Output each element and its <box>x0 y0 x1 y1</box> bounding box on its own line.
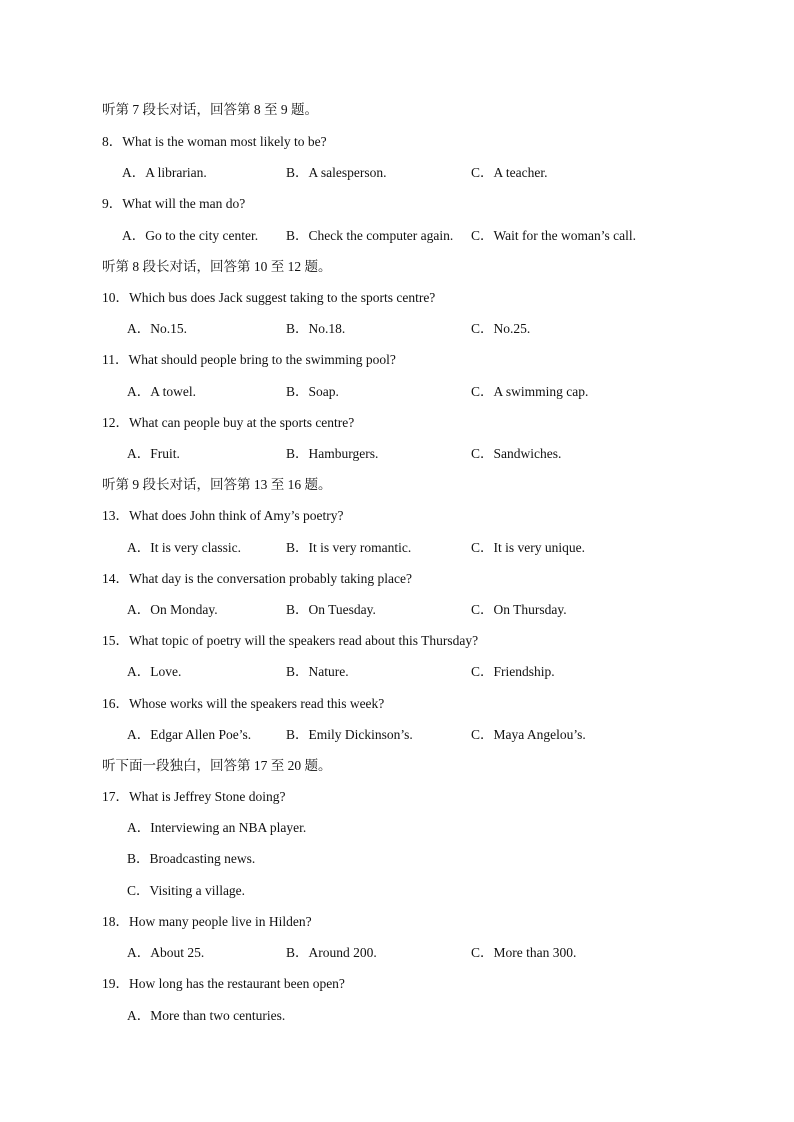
options-row <box>0 444 794 464</box>
question-16-stem: 16．Whose works will the speakers read this week? <box>102 696 385 711</box>
option-a: A．Love. <box>127 664 182 679</box>
option-a: A．On Monday. <box>127 602 218 617</box>
question-stem <box>0 912 794 932</box>
options-row <box>0 943 794 963</box>
option-c: C．Visiting a village. <box>127 883 246 898</box>
option-b: B．A salesperson. <box>286 165 387 180</box>
question-stem <box>0 350 794 370</box>
question-11-stem: 11．What should people bring to the swimming pool? <box>102 352 396 367</box>
options-row <box>0 600 794 620</box>
question-stem <box>0 694 794 714</box>
option-c: C．Friendship. <box>471 664 555 679</box>
option-b: B．It is very romantic. <box>286 540 412 555</box>
question-10-stem: 10．Which bus does Jack suggest taking to the sports centre? <box>102 290 436 305</box>
question-stem <box>0 631 794 651</box>
option-b: B．No.18. <box>286 321 346 336</box>
option-b: B．Around 200. <box>286 945 377 960</box>
option-a: A．A towel. <box>127 384 196 399</box>
option-line <box>0 849 794 869</box>
options-row <box>0 382 794 402</box>
option-a: A．A librarian. <box>122 165 207 180</box>
question-8-stem: 8．What is the woman most likely to be? <box>102 134 327 149</box>
question-stem <box>0 413 794 433</box>
option-c: C．Maya Angelou’s. <box>471 727 586 742</box>
question-stem <box>0 787 794 807</box>
section-heading-text: 听第 7 段长对话，回答第 8 至 9 题。 <box>102 102 318 117</box>
option-c: C．Wait for the woman’s call. <box>471 228 636 243</box>
question-19-stem: 19．How long has the restaurant been open? <box>102 976 345 991</box>
option-b: B．Hamburgers. <box>286 446 379 461</box>
option-c: C．No.25. <box>471 321 531 336</box>
options-row <box>0 662 794 682</box>
question-stem <box>0 974 794 994</box>
section-heading <box>0 100 794 120</box>
option-a: A．Fruit. <box>127 446 180 461</box>
option-a: A．Interviewing an NBA player. <box>127 820 307 835</box>
option-a: A．About 25. <box>127 945 205 960</box>
options-row <box>0 163 794 183</box>
question-14-stem: 14．What day is the conversation probably taking place? <box>102 571 413 586</box>
question-17-stem: 17．What is Jeffrey Stone doing? <box>102 789 286 804</box>
option-a: A．No.15. <box>127 321 187 336</box>
option-a: A．Edgar Allen Poe’s. <box>127 727 252 742</box>
question-stem <box>0 569 794 589</box>
option-c: C．It is very unique. <box>471 540 585 555</box>
section-heading <box>0 475 794 495</box>
option-line <box>0 818 794 838</box>
options-row <box>0 319 794 339</box>
question-13-stem: 13．What does John think of Amy’s poetry? <box>102 508 344 523</box>
section-heading <box>0 257 794 277</box>
question-stem <box>0 194 794 214</box>
option-b: B．On Tuesday. <box>286 602 376 617</box>
option-c: C．More than 300. <box>471 945 577 960</box>
question-18-stem: 18．How many people live in Hilden? <box>102 914 312 929</box>
option-b: B．Broadcasting news. <box>127 851 256 866</box>
question-9-stem: 9．What will the man do? <box>102 196 246 211</box>
section-heading-text: 听下面一段独白，回答第 17 至 20 题。 <box>102 758 332 773</box>
option-b: B．Emily Dickinson’s. <box>286 727 413 742</box>
option-b: B．Nature. <box>286 664 349 679</box>
question-stem <box>0 132 794 152</box>
option-c: C．On Thursday. <box>471 602 567 617</box>
option-a: A．Go to the city center. <box>122 228 259 243</box>
option-line <box>0 1006 794 1026</box>
options-row <box>0 725 794 745</box>
question-stem <box>0 506 794 526</box>
option-a: A．It is very classic. <box>127 540 241 555</box>
option-a: A．More than two centuries. <box>127 1008 286 1023</box>
option-line <box>0 881 794 901</box>
option-c: C．Sandwiches. <box>471 446 562 461</box>
options-row <box>0 538 794 558</box>
option-b: B．Check the computer again. <box>286 228 454 243</box>
question-12-stem: 12．What can people buy at the sports centre? <box>102 415 355 430</box>
option-b: B．Soap. <box>286 384 339 399</box>
question-15-stem: 15．What topic of poetry will the speakers read about this Thursday? <box>102 633 479 648</box>
section-heading-text: 听第 9 段长对话，回答第 13 至 16 题。 <box>102 477 332 492</box>
section-heading-text: 听第 8 段长对话，回答第 10 至 12 题。 <box>102 259 332 274</box>
option-c: C．A swimming cap. <box>471 384 589 399</box>
section-heading <box>0 756 794 776</box>
question-stem <box>0 288 794 308</box>
options-row <box>0 226 794 246</box>
option-c: C．A teacher. <box>471 165 548 180</box>
